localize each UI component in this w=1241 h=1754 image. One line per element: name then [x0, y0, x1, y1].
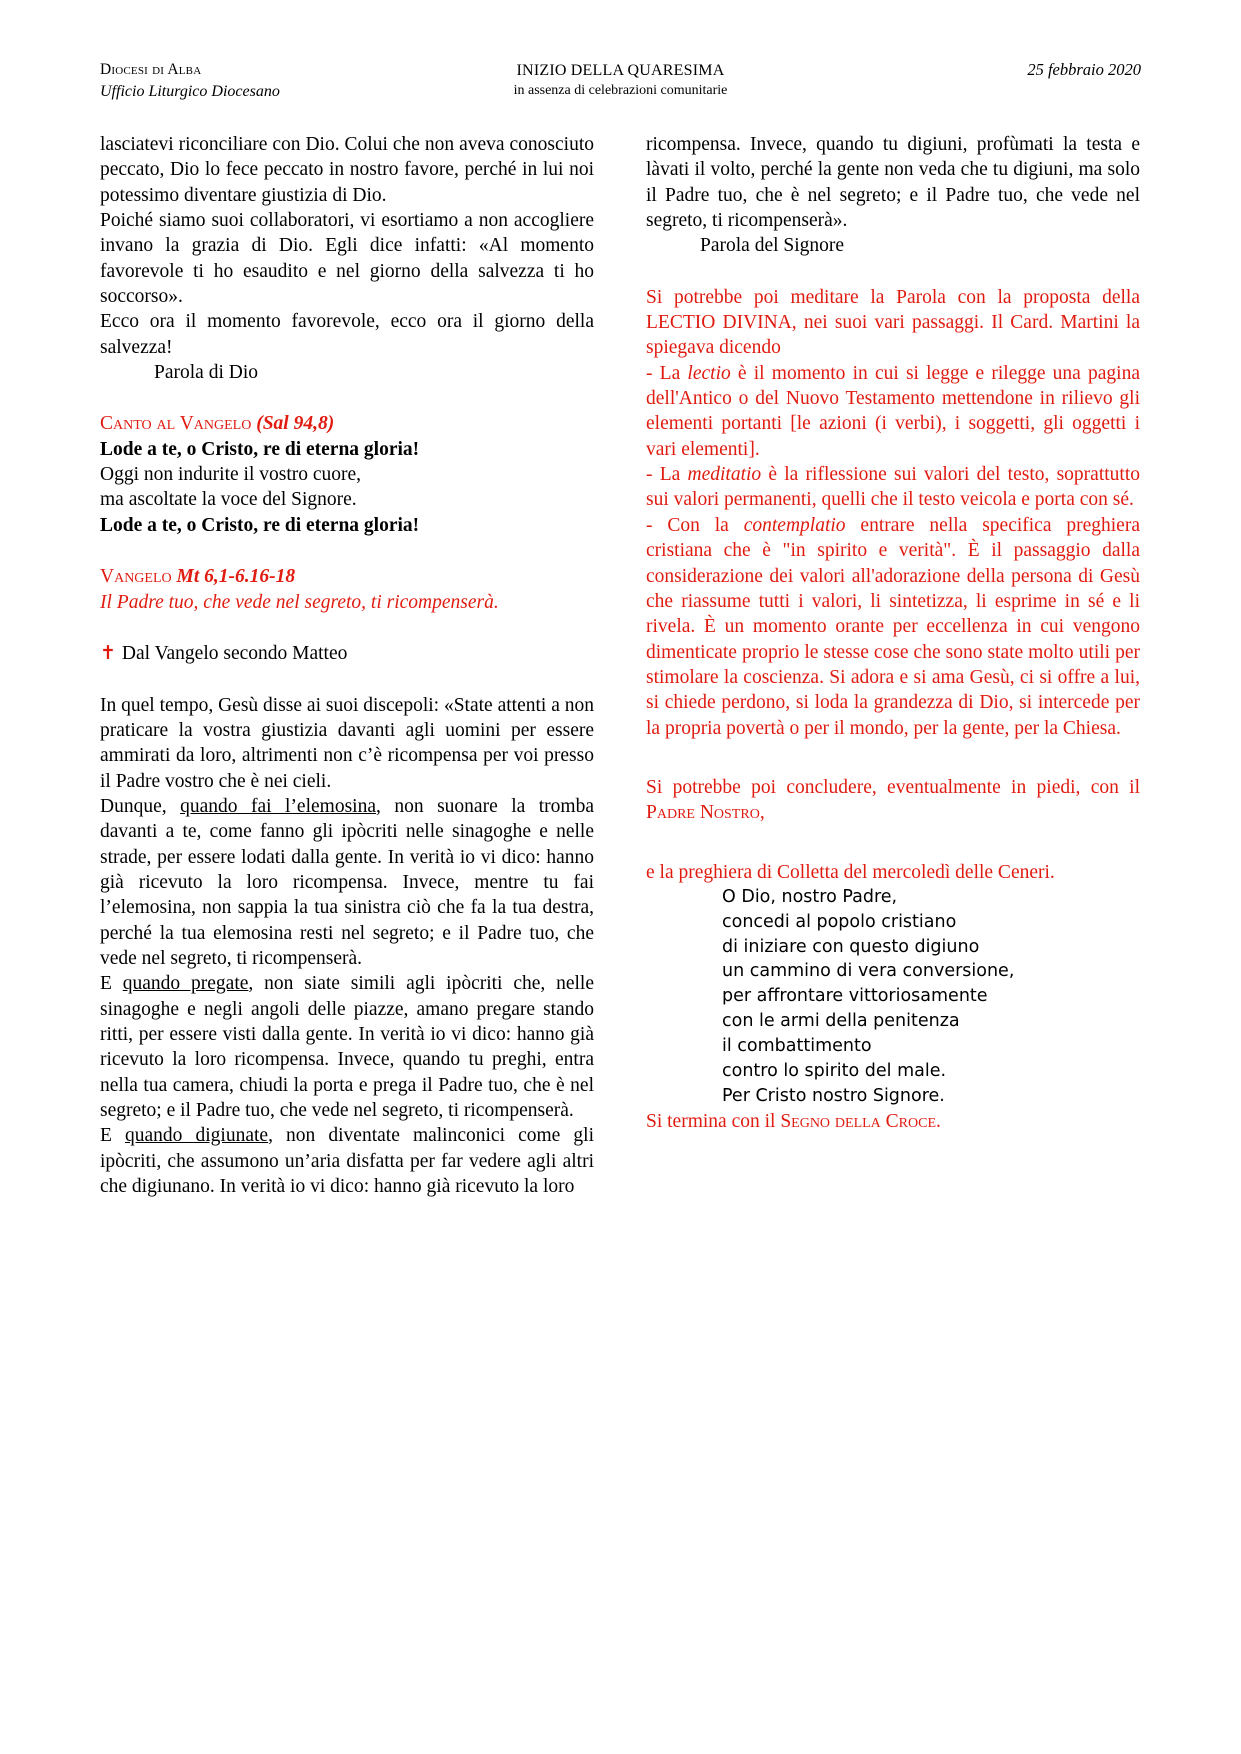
gospel-intro-line [100, 641, 594, 667]
prayer-line: O Dio, nostro Padre, [722, 886, 898, 907]
li1-a: - La [646, 362, 688, 384]
right-column [646, 132, 1140, 1199]
diocese-name: Diocesi di Alba [100, 61, 202, 78]
lectio-intro: Si potrebbe poi meditare la Parola con la proposta della LECTIO DIVINA, nei suoi vari passaggi. Il Card. Martini la spiegava dicendo [646, 286, 1140, 359]
li3-a: - Con la [646, 514, 744, 536]
gp3-b: , non siate simili agli ipòcriti che, nelle sinagoghe e negli angoli delle piazze, amano pregare stando ritti, per essere visti dalla gente. In verità io vi dico: hanno già ricevuto la loro ricompensa. Invece, quando tu preghi, entra nella tua camera, chiudi la porta e prega il Padre tuo, che è nel segreto; e il Padre tuo, che vede nel segreto, ti ricompenserà. [100, 973, 594, 1122]
prayer-line: concedi al popolo cristiano [722, 911, 957, 932]
prayer-line: con le armi della penitenza [722, 1011, 960, 1032]
gospel-paragraph-1: In quel tempo, Gesù disse ai suoi discepoli: «State attenti a non praticare la vostra giustizia davanti agli uomini per essere ammirati da loro, altrimenti non c’è ricompensa per voi presso il Padre vostro che è nei cieli. [100, 694, 594, 792]
document-subtitle: in assenza di celebrazioni comunitarie [513, 82, 728, 98]
gospel-intro-text: Dal Vangelo secondo Matteo [121, 642, 348, 664]
reading-paragraph-1: lasciatevi riconciliare con Dio. Colui che non aveva conosciuto peccato, Dio lo fece peccato in nostro favore, perché in lui noi potessimo diventare giustizia di Dio. [100, 134, 594, 206]
prayer-line: contro lo spirito del male. [722, 1060, 947, 1081]
verse-line-2: ma ascoltate la voce del Signore. [100, 489, 357, 511]
prayer-line: di iniziare con questo digiuno [722, 936, 980, 957]
li1-italic: lectio [687, 362, 731, 384]
li1-b: è il momento in cui si legge e rilegge una pagina dell'Antico o del Nuovo Testamento mettendone in rilievo gli elementi portanti [le azioni (i verbi), i soggetti, gli oggetti i vari elementi]. [646, 362, 1140, 460]
li2-a: - La [646, 464, 688, 486]
padre-nostro-label: Padre Nostro [646, 802, 760, 824]
ending-a: Si termina con il [646, 1110, 781, 1132]
header-center [100, 60, 1141, 100]
prayer-line: Per Cristo nostro Signore. [722, 1085, 945, 1106]
left-column [100, 132, 594, 1199]
gp4-a: E [100, 1125, 126, 1147]
gp4-b: , non diventate malinconici come gli ipòcriti, che assumono un’aria disfatta per far vedere agli altri che digiunano. In verità io vi dico: hanno già ricevuto la loro [100, 1125, 594, 1198]
reading-paragraph-3: Ecco ora il momento favorevole, ecco ora il giorno della salvezza! [100, 311, 594, 358]
gp2-a: Dunque, [100, 795, 181, 817]
prayer-line: un cammino di vera conversione, [722, 961, 1015, 982]
acclamation-line-1: Lode a te, o Cristo, re di eterna gloria! [100, 438, 420, 460]
parola-del-signore: Parola del Signore [700, 235, 845, 257]
ending-b: . [936, 1110, 941, 1132]
verse-line-1: Oggi non indurite il vostro cuore, [100, 464, 362, 486]
reading-paragraph-2: Poiché siamo suoi collaboratori, vi esortiamo a non accogliere invano la grazia di Dio. Egli dice infatti: «Al momento favorevole ti ho esaudito e nel giorno della salvezza ti ho soccorso». [100, 210, 594, 308]
li3-italic: contemplatio [743, 514, 846, 536]
li2-b: è la riflessione sui valori del testo, soprattutto sui valori permanenti, quelli che il testo veicola e porta con sé. [646, 464, 1141, 511]
ending-line [646, 1109, 1140, 1134]
canto-al-vangelo-heading [100, 411, 594, 436]
parola-di-dio: Parola di Dio [154, 362, 258, 384]
prayer-line: il combattimento [722, 1036, 872, 1056]
gp3-a: E [100, 973, 123, 995]
acclamation-line-2: Lode a te, o Cristo, re di eterna gloria! [100, 514, 420, 536]
colletta-prayer [646, 885, 1140, 1109]
gospel-continuation: ricompensa. Invece, quando tu digiuni, profùmati la testa e làvati il volto, perché la gente non veda che tu digiuni, ma solo il Padre tuo, che è nel segreto; e il Padre tuo, che vede nel segreto, ti ricompenserà». [646, 134, 1140, 232]
gp4-underline: quando digiunate [125, 1125, 269, 1147]
gospel-paragraph-4 [100, 1123, 594, 1199]
lectio-item-2 [646, 462, 1140, 513]
vangelo-ref: Mt 6,1-6.16-18 [176, 566, 296, 588]
gospel-paragraph-2 [100, 794, 594, 971]
li2-italic: meditatio [687, 464, 762, 486]
document-title: INIZIO DELLA QUARESIMA [516, 62, 725, 79]
gp2-underline: quando fai l’elemosina [180, 795, 376, 817]
vangelo-label: Vangelo [100, 566, 172, 588]
conclude-b: , [759, 802, 765, 824]
lectio-item-1 [646, 361, 1140, 462]
prayer-line: per affrontare vittoriosamente [722, 986, 988, 1007]
office-name: Ufficio Liturgico Diocesano [100, 82, 280, 100]
li3-b: entrare nella specifica preghiera cristiana che è "in spirito e verità". È il passaggio dalla considerazione dei valori all'adorazione della persona di Gesù che riassume tutti i valori, li sintetizza, li esprime in sé e li rivela. È un momento orante per eccellenza in cui vengono dimenticate proprio le stesse cose che sono state molto utili per stimolare la coscienza. Si adora e si ama Gesù, ci si offre a lui, si chiede perdono, si loda la grandezza di Dio, si intercede per la propria povertà o per il mondo, per la gente, per la Chiesa. [646, 514, 1140, 739]
content-columns [100, 132, 1141, 1199]
gp3-underline: quando pregate [122, 973, 249, 995]
segno-della-croce-label: Segno della Croce [780, 1110, 937, 1132]
conclude-paragraph [646, 775, 1140, 826]
document-date: 25 febbraio 2020 [1027, 60, 1141, 79]
page-header [100, 60, 1141, 106]
canto-label: Canto al Vangelo [100, 413, 252, 435]
vangelo-heading [100, 564, 594, 589]
canto-ref: (Sal 94,8) [256, 413, 335, 435]
gospel-paragraph-3 [100, 971, 594, 1123]
colletta-intro: e la preghiera di Colletta del mercoledì delle Ceneri. [646, 861, 1055, 883]
lectio-item-3 [646, 513, 1140, 741]
vangelo-subtitle: Il Padre tuo, che vede nel segreto, ti ricompenserà. [100, 591, 499, 613]
gp2-b: , non suonare la tromba davanti a te, come fanno gli ipòcriti nelle sinagoghe e nelle strade, per essere lodati dalla gente. In verità io vi dico: hanno già ricevuto la loro ricompensa. Invece, mentre tu fai l’elemosina, non sappia la tua sinistra ciò che fa la tua destra, perché la tua elemosina resti nel segreto; e il Padre tuo, che vede nel segreto, ti ricompenserà. [100, 795, 594, 969]
conclude-a: Si potrebbe poi concludere, eventualmente in piedi, con il [646, 776, 1140, 798]
cross-icon: ✝ [100, 642, 116, 664]
